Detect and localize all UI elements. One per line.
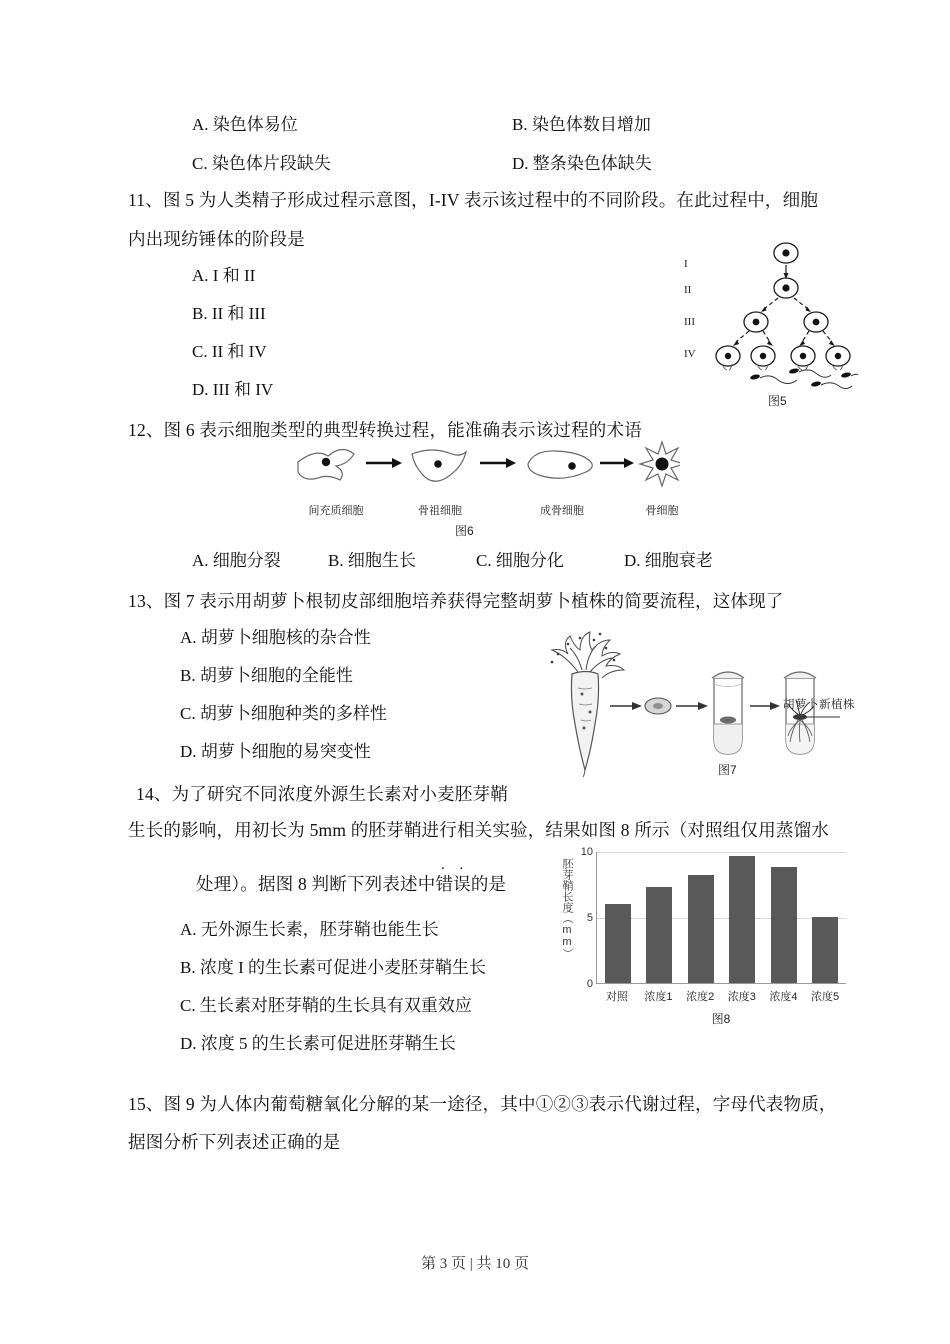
q10-option-c[interactable]: C. 染色体片段缺失 (192, 154, 331, 173)
q13-stem: 13、图 7 表示用胡萝卜根韧皮部细胞培养获得完整胡萝卜植株的简要流程，这体现了 (128, 591, 784, 611)
stage-label-I: I (684, 258, 688, 270)
q11-option-a[interactable]: A. I 和 II (192, 266, 256, 285)
figure-7-caption: 图7 (718, 763, 737, 777)
chart-bar (729, 856, 755, 983)
chart-ytick-5: 5 (586, 912, 593, 924)
q12-option-a[interactable]: A. 细胞分裂 (192, 551, 281, 570)
chart-bar (688, 875, 714, 983)
q14-stem-line3-pre: 处理）。据图 8 判断下列表述中 (196, 874, 436, 894)
chart-bar (771, 867, 797, 983)
chart-x-label: 浓度4 (769, 991, 798, 1003)
q11-stem-line2: 内出现纺锤体的阶段是 (128, 229, 305, 249)
q13-option-c[interactable]: C. 胡萝卜细胞种类的多样性 (180, 704, 387, 723)
figure-7-carrot-tissue-culture (528, 628, 855, 788)
chart-plot-area (580, 846, 846, 990)
page-footer: 第 3 页 | 共 10 页 (420, 1256, 529, 1272)
q13-option-a[interactable]: A. 胡萝卜细胞核的杂合性 (180, 628, 371, 647)
q14-stem-line2: 生长的影响，用初长为 5mm 的胚芽鞘进行相关实验，结果如图 8 所示（对照组仅用蒸馏水 (128, 820, 830, 840)
q14-stem-line3-post: 的是 (470, 874, 507, 894)
stage-label-II: II (684, 284, 692, 296)
q14-option-b[interactable]: B. 浓度 I 的生长素可促进小麦胚芽鞘生长 (180, 958, 486, 977)
figure-5-drawing (698, 240, 858, 395)
q14-stem-emphasis: · · 错误 (435, 866, 470, 902)
q10-option-b[interactable]: B. 染色体数目增加 (512, 115, 651, 134)
q13-option-b[interactable]: B. 胡萝卜细胞的全能性 (180, 666, 353, 685)
q14-option-d[interactable]: D. 浓度 5 的生长素可促进胚芽鞘生长 (180, 1034, 456, 1053)
q15-stem-line1: 15、图 9 为人体内葡萄糖氧化分解的某一途径，其中①②③表示代谢过程，字母代表物质， (128, 1094, 837, 1114)
chart-bars (597, 852, 846, 983)
q14-option-a[interactable]: A. 无外源生长素，胚芽鞘也能生长 (180, 920, 439, 939)
chart-bar (646, 887, 672, 983)
figure-6-label-4: 骨细胞 (645, 505, 679, 517)
q12-stem: 12、图 6 表示细胞类型的典型转换过程，能准确表示该过程的术语 (128, 420, 642, 440)
q14-option-c[interactable]: C. 生长素对胚芽鞘的生长具有双重效应 (180, 996, 472, 1015)
q12-option-b[interactable]: B. 细胞生长 (328, 551, 416, 570)
q10-option-d[interactable]: D. 整条染色体缺失 (512, 154, 652, 173)
figure-6-label-3: 成骨细胞 (540, 505, 584, 517)
chart-bar (605, 904, 631, 983)
q11-stem-line1: 11、图 5 为人类精子形成过程示意图，I-IV 表示该过程中的不同阶段。在此过程中，细胞 (128, 190, 819, 210)
figure-6-caption: 图6 (455, 524, 474, 538)
stage-label-IV: IV (684, 348, 696, 360)
q12-option-c[interactable]: C. 细胞分化 (476, 551, 564, 570)
chart-x-label: 浓度5 (811, 991, 840, 1003)
figure-6-label-1: 间充质细胞 (308, 505, 364, 517)
chart-y-axis-label: 胚芽鞘长度（mm） (561, 858, 573, 959)
figure-7-result-label: 胡萝卜新植株 (783, 699, 855, 711)
figure-5-caption: 图5 (768, 394, 787, 408)
chart-ytick-10: 10 (580, 846, 593, 858)
q14-stem-line1: 14、为了研究不同浓度外源生长素对小麦胚芽鞘 (136, 784, 508, 804)
chart-x-label: 浓度1 (644, 991, 673, 1003)
stage-label-III: III (684, 316, 695, 328)
q10-option-a[interactable]: A. 染色体易位 (192, 115, 298, 134)
q14-stem-line3 (196, 866, 506, 902)
chart-x-label: 浓度3 (727, 991, 756, 1003)
figure-6-label-2: 骨祖细胞 (418, 505, 462, 517)
q15-stem-line2: 据图分析下列表述正确的是 (128, 1132, 341, 1152)
chart-x-label: 对照 (605, 991, 628, 1003)
figure-6-bone-cell-differentiation (290, 440, 680, 538)
q12-option-d[interactable]: D. 细胞衰老 (624, 551, 713, 570)
figure-8-caption: 图8 (711, 1012, 731, 1026)
chart-bar (812, 917, 838, 983)
q11-option-d[interactable]: D. III 和 IV (192, 380, 274, 399)
chart-x-axis-labels (596, 988, 846, 1004)
chart-x-label: 浓度2 (686, 991, 715, 1003)
chart-ytick-0: 0 (586, 978, 593, 990)
figure-8-bar-chart (556, 846, 856, 1046)
figure-6-drawing (290, 440, 680, 500)
q11-option-c[interactable]: C. II 和 IV (192, 342, 267, 361)
figure-5-spermatogenesis (680, 240, 860, 410)
q11-option-b[interactable]: B. II 和 III (192, 304, 266, 323)
q13-option-d[interactable]: D. 胡萝卜细胞的易突变性 (180, 742, 371, 761)
